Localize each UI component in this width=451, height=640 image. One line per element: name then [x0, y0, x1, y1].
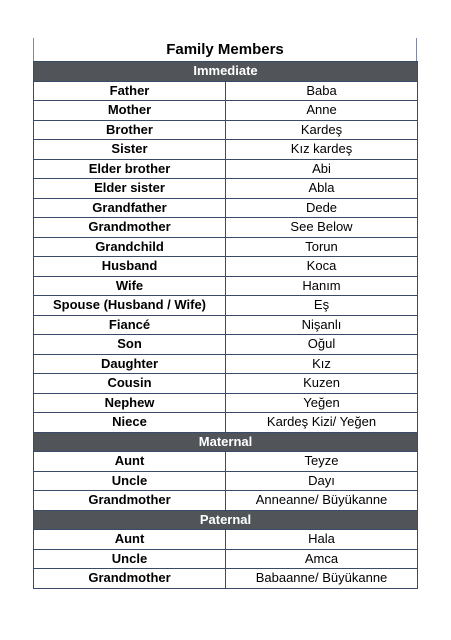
- section-header-row: [34, 510, 418, 530]
- table-row: [34, 491, 418, 511]
- turkish-term-cell: Dede: [226, 198, 418, 218]
- page-title: Family Members: [33, 38, 417, 61]
- turkish-term-cell: Hanım: [226, 276, 418, 296]
- table-row: [34, 120, 418, 140]
- english-term-cell: Grandmother: [34, 569, 226, 589]
- english-term-cell: Elder sister: [34, 179, 226, 199]
- section-header: Paternal: [34, 510, 418, 530]
- table-row: [34, 237, 418, 257]
- turkish-term-cell: Babaanne/ Büyükanne: [226, 569, 418, 589]
- turkish-term-cell: Torun: [226, 237, 418, 257]
- english-term-cell: Nephew: [34, 393, 226, 413]
- table-row: [34, 276, 418, 296]
- table-row: [34, 81, 418, 101]
- english-term-cell: Spouse (Husband / Wife): [34, 296, 226, 316]
- table-row: [34, 413, 418, 433]
- table-body: [34, 62, 418, 589]
- turkish-term-cell: Teyze: [226, 452, 418, 472]
- table-row: [34, 335, 418, 355]
- turkish-term-cell: Anne: [226, 101, 418, 121]
- turkish-term-cell: Baba: [226, 81, 418, 101]
- english-term-cell: Sister: [34, 140, 226, 160]
- turkish-term-cell: Anneanne/ Büyükanne: [226, 491, 418, 511]
- table-row: [34, 549, 418, 569]
- english-term-cell: Aunt: [34, 530, 226, 550]
- table-row: [34, 374, 418, 394]
- section-header-row: [34, 62, 418, 82]
- turkish-term-cell: Abi: [226, 159, 418, 179]
- table-row: [34, 159, 418, 179]
- english-term-cell: Fiancé: [34, 315, 226, 335]
- family-members-sheet: [33, 38, 417, 589]
- table-row: [34, 471, 418, 491]
- english-term-cell: Aunt: [34, 452, 226, 472]
- table-row: [34, 393, 418, 413]
- section-header-row: [34, 432, 418, 452]
- english-term-cell: Wife: [34, 276, 226, 296]
- table-row: [34, 530, 418, 550]
- turkish-term-cell: Yeğen: [226, 393, 418, 413]
- english-term-cell: Father: [34, 81, 226, 101]
- english-term-cell: Uncle: [34, 471, 226, 491]
- turkish-term-cell: Kız: [226, 354, 418, 374]
- english-term-cell: Elder brother: [34, 159, 226, 179]
- turkish-term-cell: Amca: [226, 549, 418, 569]
- english-term-cell: Niece: [34, 413, 226, 433]
- table-row: [34, 569, 418, 589]
- turkish-term-cell: Oğul: [226, 335, 418, 355]
- english-term-cell: Grandfather: [34, 198, 226, 218]
- table-row: [34, 198, 418, 218]
- english-term-cell: Cousin: [34, 374, 226, 394]
- english-term-cell: Son: [34, 335, 226, 355]
- table-row: [34, 101, 418, 121]
- section-header: Maternal: [34, 432, 418, 452]
- turkish-term-cell: Koca: [226, 257, 418, 277]
- table-row: [34, 296, 418, 316]
- english-term-cell: Uncle: [34, 549, 226, 569]
- turkish-term-cell: Kız kardeş: [226, 140, 418, 160]
- table-row: [34, 179, 418, 199]
- table-row: [34, 140, 418, 160]
- table-row: [34, 218, 418, 238]
- english-term-cell: Daughter: [34, 354, 226, 374]
- turkish-term-cell: Eş: [226, 296, 418, 316]
- table-row: [34, 257, 418, 277]
- english-term-cell: Grandchild: [34, 237, 226, 257]
- family-members-table: [33, 61, 418, 589]
- table-row: [34, 354, 418, 374]
- turkish-term-cell: Hala: [226, 530, 418, 550]
- english-term-cell: Grandmother: [34, 218, 226, 238]
- turkish-term-cell: Abla: [226, 179, 418, 199]
- english-term-cell: Grandmother: [34, 491, 226, 511]
- turkish-term-cell: Kardeş Kizi/ Yeğen: [226, 413, 418, 433]
- table-row: [34, 452, 418, 472]
- english-term-cell: Mother: [34, 101, 226, 121]
- turkish-term-cell: Kardeş: [226, 120, 418, 140]
- english-term-cell: Brother: [34, 120, 226, 140]
- turkish-term-cell: Nişanlı: [226, 315, 418, 335]
- turkish-term-cell: See Below: [226, 218, 418, 238]
- english-term-cell: Husband: [34, 257, 226, 277]
- section-header: Immediate: [34, 62, 418, 82]
- turkish-term-cell: Kuzen: [226, 374, 418, 394]
- turkish-term-cell: Dayı: [226, 471, 418, 491]
- table-row: [34, 315, 418, 335]
